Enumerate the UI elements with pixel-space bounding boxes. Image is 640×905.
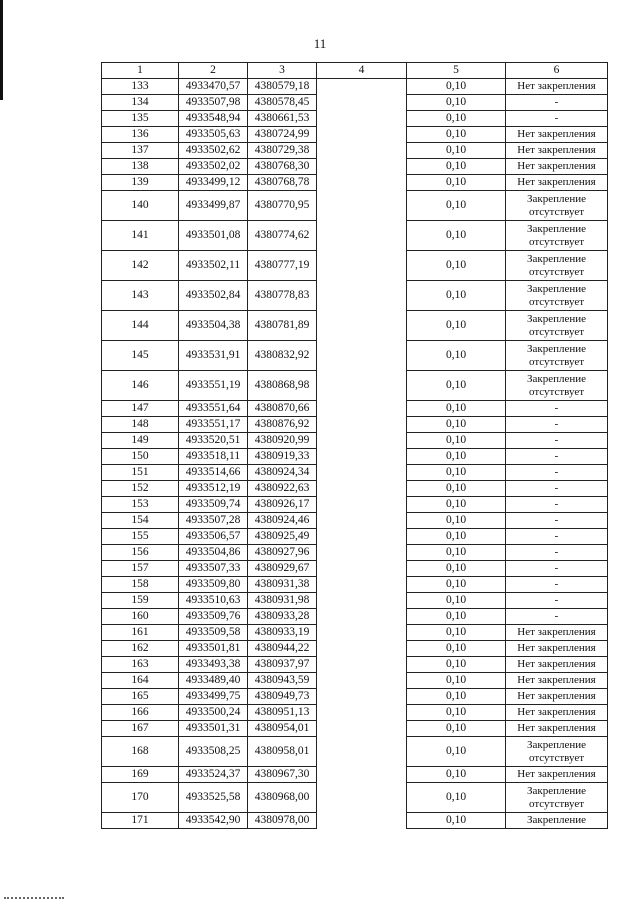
x-coordinate-cell: 4933531,91 [179, 341, 248, 371]
fixation-cell: - [506, 449, 608, 465]
point-number-cell: 156 [102, 545, 179, 561]
accuracy-cell: 0,10 [407, 371, 506, 401]
y-coordinate-cell: 4380661,53 [248, 111, 317, 127]
point-number-cell: 158 [102, 577, 179, 593]
fixation-cell: - [506, 497, 608, 513]
table-row [102, 721, 608, 737]
accuracy-cell: 0,10 [407, 481, 506, 497]
point-number-cell: 140 [102, 191, 179, 221]
fixation-cell: Нет закрепления [506, 705, 608, 721]
y-coordinate-cell: 4380579,18 [248, 79, 317, 95]
point-number-cell: 142 [102, 251, 179, 281]
x-coordinate-cell: 4933504,86 [179, 545, 248, 561]
x-coordinate-cell: 4933520,51 [179, 433, 248, 449]
x-coordinate-cell: 4933551,19 [179, 371, 248, 401]
y-coordinate-cell: 4380967,30 [248, 767, 317, 783]
table-row [102, 95, 608, 111]
fixation-cell: Нет закрепления [506, 127, 608, 143]
fixation-cell: - [506, 593, 608, 609]
point-number-cell: 144 [102, 311, 179, 341]
table-row [102, 545, 608, 561]
accuracy-cell: 0,10 [407, 529, 506, 545]
table-row [102, 497, 608, 513]
y-coordinate-cell: 4380578,45 [248, 95, 317, 111]
x-coordinate-cell: 4933499,87 [179, 191, 248, 221]
point-number-cell: 165 [102, 689, 179, 705]
table-row [102, 513, 608, 529]
x-coordinate-cell: 4933504,38 [179, 311, 248, 341]
point-number-cell: 149 [102, 433, 179, 449]
fixation-cell: - [506, 401, 608, 417]
fixation-cell: Нет закрепления [506, 159, 608, 175]
empty-cell [317, 783, 407, 813]
fixation-cell: - [506, 561, 608, 577]
y-coordinate-cell: 4380954,01 [248, 721, 317, 737]
x-coordinate-cell: 4933548,94 [179, 111, 248, 127]
table-row [102, 689, 608, 705]
x-coordinate-cell: 4933542,90 [179, 813, 248, 829]
y-coordinate-cell: 4380949,73 [248, 689, 317, 705]
accuracy-cell: 0,10 [407, 783, 506, 813]
point-number-cell: 150 [102, 449, 179, 465]
empty-cell [317, 371, 407, 401]
accuracy-cell: 0,10 [407, 143, 506, 159]
point-number-cell: 146 [102, 371, 179, 401]
x-coordinate-cell: 4933514,66 [179, 465, 248, 481]
empty-cell [317, 111, 407, 127]
y-coordinate-cell: 4380778,83 [248, 281, 317, 311]
table-row [102, 127, 608, 143]
accuracy-cell: 0,10 [407, 127, 506, 143]
point-number-cell: 162 [102, 641, 179, 657]
point-number-cell: 133 [102, 79, 179, 95]
x-coordinate-cell: 4933551,64 [179, 401, 248, 417]
accuracy-cell: 0,10 [407, 175, 506, 191]
point-number-cell: 136 [102, 127, 179, 143]
empty-cell [317, 95, 407, 111]
fixation-cell: Нет закрепления [506, 657, 608, 673]
point-number-cell: 164 [102, 673, 179, 689]
accuracy-cell: 0,10 [407, 251, 506, 281]
accuracy-cell: 0,10 [407, 545, 506, 561]
table-row [102, 79, 608, 95]
x-coordinate-cell: 4933508,25 [179, 737, 248, 767]
accuracy-cell: 0,10 [407, 79, 506, 95]
empty-cell [317, 127, 407, 143]
table-row [102, 433, 608, 449]
y-coordinate-cell: 4380931,38 [248, 577, 317, 593]
fixation-cell: Закрепление отсутствует [506, 737, 608, 767]
y-coordinate-cell: 4380978,00 [248, 813, 317, 829]
fixation-cell: Нет закрепления [506, 175, 608, 191]
table-row [102, 401, 608, 417]
table-row [102, 673, 608, 689]
fixation-cell: Нет закрепления [506, 721, 608, 737]
x-coordinate-cell: 4933501,81 [179, 641, 248, 657]
x-coordinate-cell: 4933509,74 [179, 497, 248, 513]
y-coordinate-cell: 4380774,62 [248, 221, 317, 251]
y-coordinate-cell: 4380927,96 [248, 545, 317, 561]
point-number-cell: 147 [102, 401, 179, 417]
fixation-cell: Нет закрепления [506, 673, 608, 689]
empty-cell [317, 143, 407, 159]
table-row [102, 625, 608, 641]
y-coordinate-cell: 4380920,99 [248, 433, 317, 449]
accuracy-cell: 0,10 [407, 641, 506, 657]
table-row [102, 783, 608, 813]
point-number-cell: 155 [102, 529, 179, 545]
accuracy-cell: 0,10 [407, 721, 506, 737]
table-row [102, 191, 608, 221]
point-number-cell: 170 [102, 783, 179, 813]
empty-cell [317, 545, 407, 561]
header-cell-5: 5 [407, 63, 506, 79]
y-coordinate-cell: 4380933,28 [248, 609, 317, 625]
table-row [102, 481, 608, 497]
accuracy-cell: 0,10 [407, 673, 506, 689]
empty-cell [317, 657, 407, 673]
table-row [102, 111, 608, 127]
accuracy-cell: 0,10 [407, 513, 506, 529]
empty-cell [317, 577, 407, 593]
fixation-cell: - [506, 95, 608, 111]
y-coordinate-cell: 4380729,38 [248, 143, 317, 159]
y-coordinate-cell: 4380832,92 [248, 341, 317, 371]
fixation-cell: Закрепление отсутствует [506, 371, 608, 401]
empty-cell [317, 529, 407, 545]
point-number-cell: 157 [102, 561, 179, 577]
table-row [102, 251, 608, 281]
point-number-cell: 163 [102, 657, 179, 673]
accuracy-cell: 0,10 [407, 311, 506, 341]
empty-cell [317, 175, 407, 191]
empty-cell [317, 673, 407, 689]
fixation-cell: - [506, 577, 608, 593]
y-coordinate-cell: 4380768,30 [248, 159, 317, 175]
empty-cell [317, 311, 407, 341]
x-coordinate-cell: 4933507,33 [179, 561, 248, 577]
empty-cell [317, 401, 407, 417]
accuracy-cell: 0,10 [407, 221, 506, 251]
point-number-cell: 159 [102, 593, 179, 609]
x-coordinate-cell: 4933499,75 [179, 689, 248, 705]
header-cell-1: 1 [102, 63, 179, 79]
table-row [102, 449, 608, 465]
y-coordinate-cell: 4380876,92 [248, 417, 317, 433]
point-number-cell: 154 [102, 513, 179, 529]
y-coordinate-cell: 4380933,19 [248, 625, 317, 641]
accuracy-cell: 0,10 [407, 417, 506, 433]
coordinates-table [101, 62, 608, 829]
fixation-cell: - [506, 465, 608, 481]
x-coordinate-cell: 4933525,58 [179, 783, 248, 813]
accuracy-cell: 0,10 [407, 433, 506, 449]
y-coordinate-cell: 4380937,97 [248, 657, 317, 673]
empty-cell [317, 341, 407, 371]
accuracy-cell: 0,10 [407, 561, 506, 577]
empty-cell [317, 465, 407, 481]
y-coordinate-cell: 4380929,67 [248, 561, 317, 577]
x-coordinate-cell: 4933509,80 [179, 577, 248, 593]
fixation-cell: Закрепление отсутствует [506, 341, 608, 371]
fixation-cell: - [506, 111, 608, 127]
empty-cell [317, 813, 407, 829]
empty-cell [317, 191, 407, 221]
fixation-cell: - [506, 481, 608, 497]
x-coordinate-cell: 4933501,31 [179, 721, 248, 737]
empty-cell [317, 737, 407, 767]
accuracy-cell: 0,10 [407, 95, 506, 111]
accuracy-cell: 0,10 [407, 609, 506, 625]
point-number-cell: 168 [102, 737, 179, 767]
x-coordinate-cell: 4933470,57 [179, 79, 248, 95]
accuracy-cell: 0,10 [407, 705, 506, 721]
accuracy-cell: 0,10 [407, 449, 506, 465]
table-row [102, 767, 608, 783]
y-coordinate-cell: 4380781,89 [248, 311, 317, 341]
fixation-cell: - [506, 609, 608, 625]
accuracy-cell: 0,10 [407, 159, 506, 175]
x-coordinate-cell: 4933502,02 [179, 159, 248, 175]
point-number-cell: 166 [102, 705, 179, 721]
table-row [102, 371, 608, 401]
accuracy-cell: 0,10 [407, 497, 506, 513]
empty-cell [317, 721, 407, 737]
point-number-cell: 143 [102, 281, 179, 311]
empty-cell [317, 625, 407, 641]
point-number-cell: 161 [102, 625, 179, 641]
empty-cell [317, 689, 407, 705]
table-row [102, 561, 608, 577]
table-row [102, 311, 608, 341]
fixation-cell: - [506, 545, 608, 561]
y-coordinate-cell: 4380919,33 [248, 449, 317, 465]
page-number: 11 [313, 36, 327, 51]
x-coordinate-cell: 4933493,38 [179, 657, 248, 673]
accuracy-cell: 0,10 [407, 111, 506, 127]
x-coordinate-cell: 4933507,28 [179, 513, 248, 529]
header-cell-6: 6 [506, 63, 608, 79]
x-coordinate-cell: 4933489,40 [179, 673, 248, 689]
accuracy-cell: 0,10 [407, 813, 506, 829]
x-coordinate-cell: 4933505,63 [179, 127, 248, 143]
accuracy-cell: 0,10 [407, 577, 506, 593]
table-row [102, 341, 608, 371]
accuracy-cell: 0,10 [407, 401, 506, 417]
fixation-cell: Нет закрепления [506, 79, 608, 95]
empty-cell [317, 221, 407, 251]
accuracy-cell: 0,10 [407, 625, 506, 641]
fixation-cell: Закрепление отсутствует [506, 221, 608, 251]
table-row [102, 577, 608, 593]
y-coordinate-cell: 4380943,59 [248, 673, 317, 689]
y-coordinate-cell: 4380868,98 [248, 371, 317, 401]
x-coordinate-cell: 4933551,17 [179, 417, 248, 433]
empty-cell [317, 281, 407, 311]
table-row [102, 465, 608, 481]
y-coordinate-cell: 4380925,49 [248, 529, 317, 545]
accuracy-cell: 0,10 [407, 737, 506, 767]
x-coordinate-cell: 4933509,76 [179, 609, 248, 625]
empty-cell [317, 481, 407, 497]
table-row [102, 417, 608, 433]
fixation-cell: - [506, 417, 608, 433]
x-coordinate-cell: 4933502,11 [179, 251, 248, 281]
table-row [102, 641, 608, 657]
x-coordinate-cell: 4933506,57 [179, 529, 248, 545]
empty-cell [317, 497, 407, 513]
point-number-cell: 139 [102, 175, 179, 191]
table-row [102, 143, 608, 159]
y-coordinate-cell: 4380926,17 [248, 497, 317, 513]
accuracy-cell: 0,10 [407, 689, 506, 705]
table-row [102, 175, 608, 191]
y-coordinate-cell: 4380768,78 [248, 175, 317, 191]
point-number-cell: 135 [102, 111, 179, 127]
x-coordinate-cell: 4933518,11 [179, 449, 248, 465]
point-number-cell: 137 [102, 143, 179, 159]
table-row [102, 813, 608, 829]
point-number-cell: 141 [102, 221, 179, 251]
table-row [102, 529, 608, 545]
point-number-cell: 145 [102, 341, 179, 371]
x-coordinate-cell: 4933507,98 [179, 95, 248, 111]
table-row [102, 657, 608, 673]
y-coordinate-cell: 4380924,46 [248, 513, 317, 529]
empty-cell [317, 593, 407, 609]
y-coordinate-cell: 4380870,66 [248, 401, 317, 417]
point-number-cell: 169 [102, 767, 179, 783]
x-coordinate-cell: 4933524,37 [179, 767, 248, 783]
empty-cell [317, 561, 407, 577]
header-cell-2: 2 [179, 63, 248, 79]
y-coordinate-cell: 4380924,34 [248, 465, 317, 481]
point-number-cell: 167 [102, 721, 179, 737]
point-number-cell: 148 [102, 417, 179, 433]
y-coordinate-cell: 4380724,99 [248, 127, 317, 143]
accuracy-cell: 0,10 [407, 281, 506, 311]
empty-cell [317, 449, 407, 465]
empty-cell [317, 79, 407, 95]
fixation-cell: Закрепление отсутствует [506, 281, 608, 311]
fixation-cell: - [506, 529, 608, 545]
accuracy-cell: 0,10 [407, 341, 506, 371]
table-row [102, 609, 608, 625]
empty-cell [317, 159, 407, 175]
table-row [102, 221, 608, 251]
accuracy-cell: 0,10 [407, 657, 506, 673]
empty-cell [317, 705, 407, 721]
table-row [102, 705, 608, 721]
y-coordinate-cell: 4380770,95 [248, 191, 317, 221]
empty-cell [317, 417, 407, 433]
x-coordinate-cell: 4933509,58 [179, 625, 248, 641]
x-coordinate-cell: 4933500,24 [179, 705, 248, 721]
y-coordinate-cell: 4380951,13 [248, 705, 317, 721]
header-cell-4: 4 [317, 63, 407, 79]
point-number-cell: 153 [102, 497, 179, 513]
fixation-cell: Нет закрепления [506, 689, 608, 705]
table-header-row [102, 63, 608, 79]
fixation-cell: - [506, 513, 608, 529]
fixation-cell: Закрепление отсутствует [506, 191, 608, 221]
fixation-cell: Закрепление [506, 813, 608, 829]
fixation-cell: Нет закрепления [506, 767, 608, 783]
y-coordinate-cell: 4380777,19 [248, 251, 317, 281]
point-number-cell: 151 [102, 465, 179, 481]
y-coordinate-cell: 4380931,98 [248, 593, 317, 609]
empty-cell [317, 251, 407, 281]
empty-cell [317, 641, 407, 657]
accuracy-cell: 0,10 [407, 767, 506, 783]
point-number-cell: 138 [102, 159, 179, 175]
point-number-cell: 160 [102, 609, 179, 625]
accuracy-cell: 0,10 [407, 593, 506, 609]
fixation-cell: - [506, 433, 608, 449]
point-number-cell: 134 [102, 95, 179, 111]
table-row [102, 593, 608, 609]
fixation-cell: Закрепление отсутствует [506, 783, 608, 813]
table-row [102, 737, 608, 767]
x-coordinate-cell: 4933512,19 [179, 481, 248, 497]
y-coordinate-cell: 4380944,22 [248, 641, 317, 657]
fixation-cell: Нет закрепления [506, 641, 608, 657]
fixation-cell: Нет закрепления [506, 143, 608, 159]
empty-cell [317, 609, 407, 625]
table-row [102, 281, 608, 311]
x-coordinate-cell: 4933499,12 [179, 175, 248, 191]
table-row [102, 159, 608, 175]
accuracy-cell: 0,10 [407, 465, 506, 481]
fixation-cell: Закрепление отсутствует [506, 311, 608, 341]
x-coordinate-cell: 4933510,63 [179, 593, 248, 609]
point-number-cell: 152 [102, 481, 179, 497]
y-coordinate-cell: 4380968,00 [248, 783, 317, 813]
x-coordinate-cell: 4933502,84 [179, 281, 248, 311]
point-number-cell: 171 [102, 813, 179, 829]
y-coordinate-cell: 4380958,01 [248, 737, 317, 767]
accuracy-cell: 0,10 [407, 191, 506, 221]
scan-bottom-mark [4, 897, 64, 902]
fixation-cell: Нет закрепления [506, 625, 608, 641]
x-coordinate-cell: 4933502,62 [179, 143, 248, 159]
empty-cell [317, 513, 407, 529]
header-cell-3: 3 [248, 63, 317, 79]
empty-cell [317, 433, 407, 449]
y-coordinate-cell: 4380922,63 [248, 481, 317, 497]
empty-cell [317, 767, 407, 783]
fixation-cell: Закрепление отсутствует [506, 251, 608, 281]
x-coordinate-cell: 4933501,08 [179, 221, 248, 251]
